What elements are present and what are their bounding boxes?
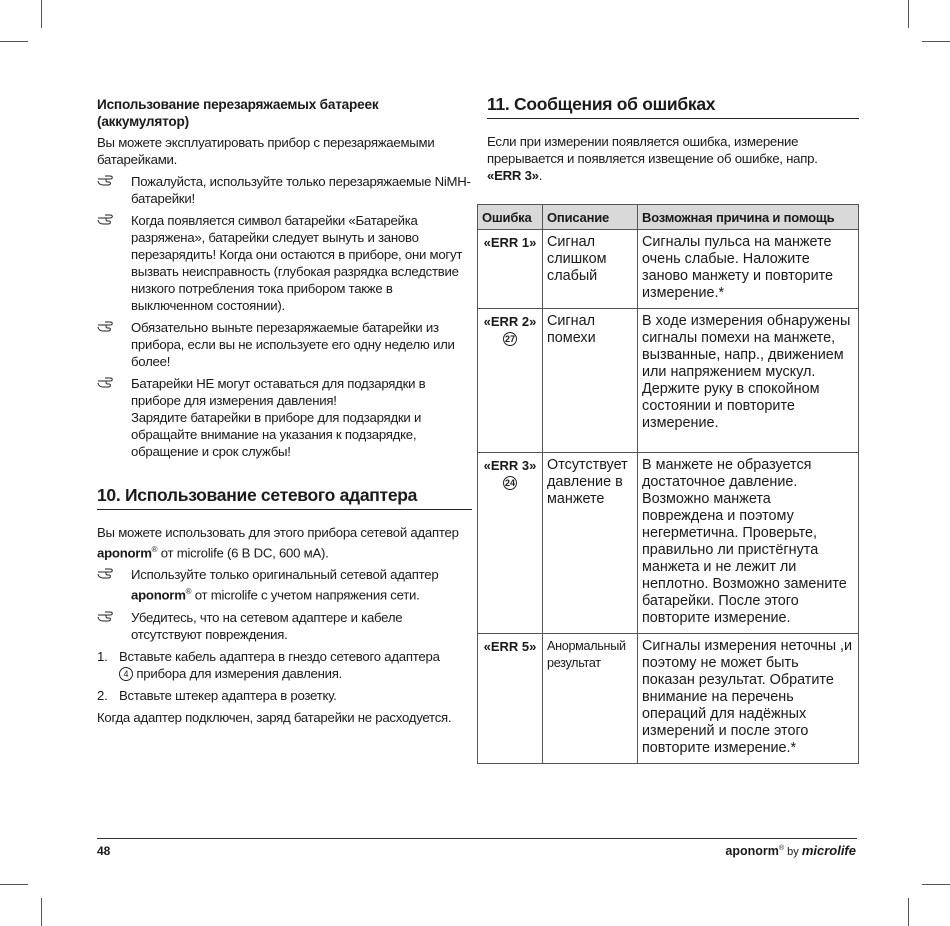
page-number: 48 [97,844,111,858]
error-code: «ERR 2» [483,314,537,329]
rechargeable-subheading: Использование перезаряжаемых батареек (аккумулятор) [97,97,379,129]
note-text: Обязательно выньте перезаряжаемые батарейки из прибора, если вы не используете его одну неделю или более! [131,320,455,369]
note-text: Батарейки НЕ могут оставаться для подзарядки в приборе для измерения давления! [131,376,426,408]
note-item [97,319,472,370]
pointing-hand-icon [97,174,121,188]
pointing-hand-icon [97,376,121,390]
column-header-description: Описание [543,205,638,230]
crop-mark [41,0,42,28]
crop-mark [41,898,42,926]
note-text: Убедитесь, что на сетевом адаптере и кабеле отсутствуют повреждения. [131,609,403,642]
right-column [487,96,859,189]
brand-name: aponorm [97,545,152,561]
footer-brand [725,843,856,858]
error-code: «ERR 3» [483,458,537,473]
brand-name: aponorm [725,844,779,858]
error-help-cell: В ходе измерения обнаружены сигналы помехи на манжете, вызванные, напр., движением или напряжением мускул. Держите руку в спокойном состоянии и повторите измерение. [638,309,859,453]
section-11-title: 11. Сообщения об ошибках [487,96,859,119]
table-row [478,230,859,309]
error-description-cell: Анормальный результат [543,634,638,764]
table-row [478,453,859,634]
error-code: «ERR 5» [483,639,537,654]
note-text: Используйте только оригинальный сетевой адаптер [131,567,439,583]
error-help-cell: В манжете не образуется достаточное давление. Возможно манжета повреждена и поэтому негерметична. Проверьте, правильно ли пристёгнута манжета и не лежит ли неплотно. Возможно замените батарейки. После этого повторите измерение. [638,453,859,634]
error-description-cell: Отсутствует давление в манжете [543,453,638,634]
note-text: Пожалуйста, используйте только перезаряжаемые NiMH-батарейки! [131,174,471,206]
registered-mark: ® [185,587,192,597]
error-code-example: «ERR 3» [487,168,539,183]
step-number: 1. [97,648,108,664]
step-text: прибора для измерения давления. [133,665,343,681]
crop-mark [0,41,28,42]
step-text: Вставьте штекер адаптера в розетку. [119,687,337,703]
pointing-hand-icon [97,567,121,581]
step-text: Вставьте кабель адаптера в гнездо сетевого адаптера [119,648,440,664]
pointing-hand-icon [97,213,121,227]
brand-by: by [784,846,802,858]
errors-intro-text: Если при измерении появляется ошибка, измерение прерывается и появляется извещение об ошибке, напр. [487,134,818,166]
circled-reference: 24 [504,478,515,488]
error-code-cell [478,309,543,453]
table-row [478,634,859,764]
errors-intro-end: . [538,168,543,183]
adapter-intro [97,524,472,561]
crop-mark [0,884,28,885]
error-help-cell: Сигналы пульса на манжете очень слабые. Наложите заново манжету и повторите измерение.* [638,230,859,309]
column-header-cause: Возможная причина и помощь [638,205,859,230]
column-header-error: Ошибка [478,205,543,230]
table-row [478,309,859,453]
rechargeable-intro: Вы можете эксплуатировать прибор с перезаряжаемыми батарейками. [97,135,435,167]
left-column [97,96,472,731]
error-code-cell [478,230,543,309]
error-description-cell: Сигнал помехи [543,309,638,453]
crop-mark [908,898,909,926]
errors-intro [487,133,859,184]
crop-mark [922,884,950,885]
pointing-hand-icon [97,320,121,334]
note-item [97,375,472,460]
adapter-outro: Когда адаптер подключен, заряд батарейки не расходуется. [97,709,452,725]
error-help-cell: Сигналы измерения неточны ,и поэтому не может быть показан результат. Обратите внимание на перечень операций для надёжных измерений и после этого повторите измерение.* [638,634,859,764]
numbered-step [97,648,472,682]
numbered-step [97,687,472,704]
crop-mark [908,0,909,28]
brand-name: aponorm [131,587,186,603]
circled-reference: 27 [504,334,515,344]
adapter-intro-text: Вы можете использовать для этого прибора сетевой адаптер [97,525,459,540]
error-table [477,204,859,764]
note-item [97,609,472,643]
pointing-hand-icon [97,610,121,624]
step-number: 2. [97,687,108,703]
registered-mark: ® [778,844,785,852]
error-code: «ERR 1» [483,235,537,250]
registered-mark: ® [151,545,158,554]
error-code-cell [478,634,543,764]
note-item [97,212,472,314]
crop-mark [922,41,950,42]
footer-rule [97,838,857,839]
note-text-extra: Зарядите батарейки в приборе для подзарядки и обращайте внимание на указания к подзарядке, обращение и срок службы! [131,410,422,459]
circled-reference: 4 [119,667,133,681]
table-header-row [478,205,859,230]
error-code-cell [478,453,543,634]
note-item [97,173,472,207]
note-text: Когда появляется символ батарейки «Батарейка разряжена», батарейки следует вынуть и заново перезарядить! Когда они остаются в приборе, они могут вызвать неисправность (глубокая разрядка вследствие низкого потребления тока прибором также в выключенном состоянии). [131,213,463,313]
section-10-title: 10. Использование сетевого адаптера [97,487,472,510]
note-text: от microlife с учетом напряжения сети. [191,587,420,603]
adapter-intro-spec: от microlife (6 В DC, 600 мА). [157,545,329,561]
error-description-cell: Сигнал слишком слабый [543,230,638,309]
maker-logo: microlife [801,843,856,858]
note-item [97,566,472,603]
